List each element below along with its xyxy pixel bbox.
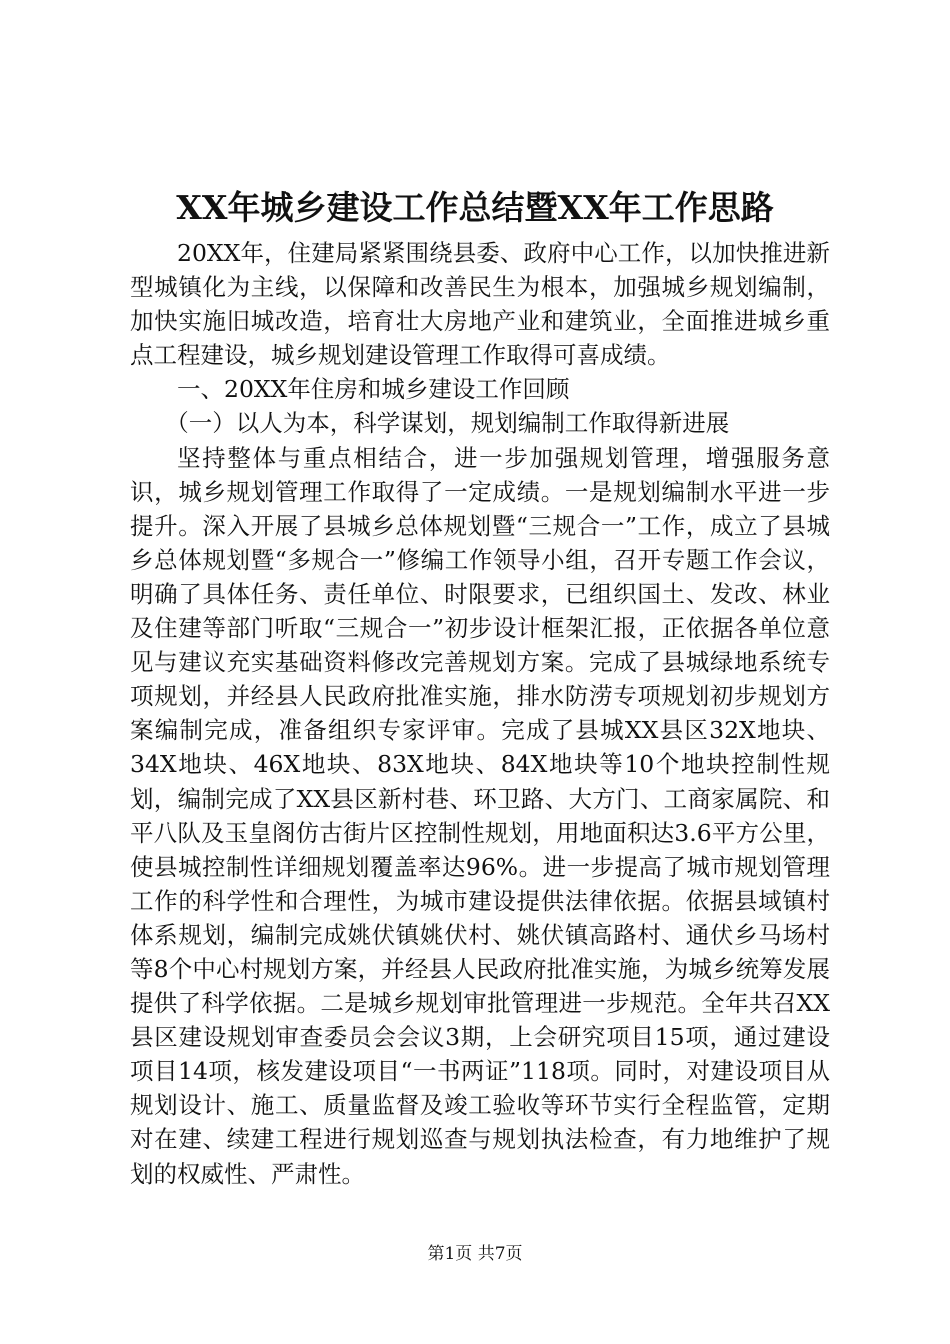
document-title: XX年城乡建设工作总结暨XX年工作思路 <box>176 188 774 227</box>
page-footer: 第1页 共7页 <box>427 1244 523 1264</box>
subsection-heading: （一）以人为本，科学谋划，规划编制工作取得新进展 <box>165 409 730 438</box>
document-body <box>130 236 830 1191</box>
section-heading: 一、20XX年住房和城乡建设工作回顾 <box>177 375 570 404</box>
body-paragraph: 坚持整体与重点相结合，进一步加强规划管理，增强服务意识，城乡规划管理工作取得了一定成绩。一是规划编制水平进一步提升。深入开展了县城乡总体规划暨“三规合一”工作，成立了县城乡总体规划暨“多规合一”修编工作领导小组，召开专题工作会议，明确了具体任务、责任单位、时限要求，已组织国土、发改、林业及住建等部门听取“三规合一”初步设计框架汇报，正依据各单位意见与建议充实基础资料修改完善规划方案。完成了县城绿地系统专项规划，并经县人民政府批准实施，排水防涝专项规划初步规划方案编制完成，准备组织专家评审。完成了县城XX县区32X地块、34X地块、46X地块、83X地块、84X地块等10个地块控制性规划，编制完成了XX县区新村巷、环卫路、大方门、工商家属院、和平八队及玉皇阁仿古街片区控制性规划，用地面积达3.6平方公里，使县城控制性详细规划覆盖率达96%。进一步提高了城市规划管理工作的科学性和合理性，为城市建设提供法律依据。依据县域镇村体系规划，编制完成姚伏镇姚伏村、姚伏镇高路村、通伏乡马场村等8个中心村规划方案，并经县人民政府批准实施，为城乡统筹发展提供了科学依据。二是城乡规划审批管理进一步规范。全年共召XX县区建设规划审查委员会会议3期，上会研究项目15项，通过建设项目14项，核发建设项目“一书两证”118项。同时，对建设项目从规划设计、施工、质量监督及竣工验收等环节实行全程监管，定期对在建、续建工程进行规划巡查与规划执法检查，有力地维护了规划的权威性、严肃性。 <box>130 443 830 1188</box>
intro-paragraph: 20XX年，住建局紧紧围绕县委、政府中心工作，以加快推进新型城镇化为主线，以保障和改善民生为根本，加强城乡规划编制，加快实施旧城改造，培育壮大房地产业和建筑业，全面推进城乡重点工程建设，城乡规划建设管理工作取得可喜成绩。 <box>130 239 830 370</box>
